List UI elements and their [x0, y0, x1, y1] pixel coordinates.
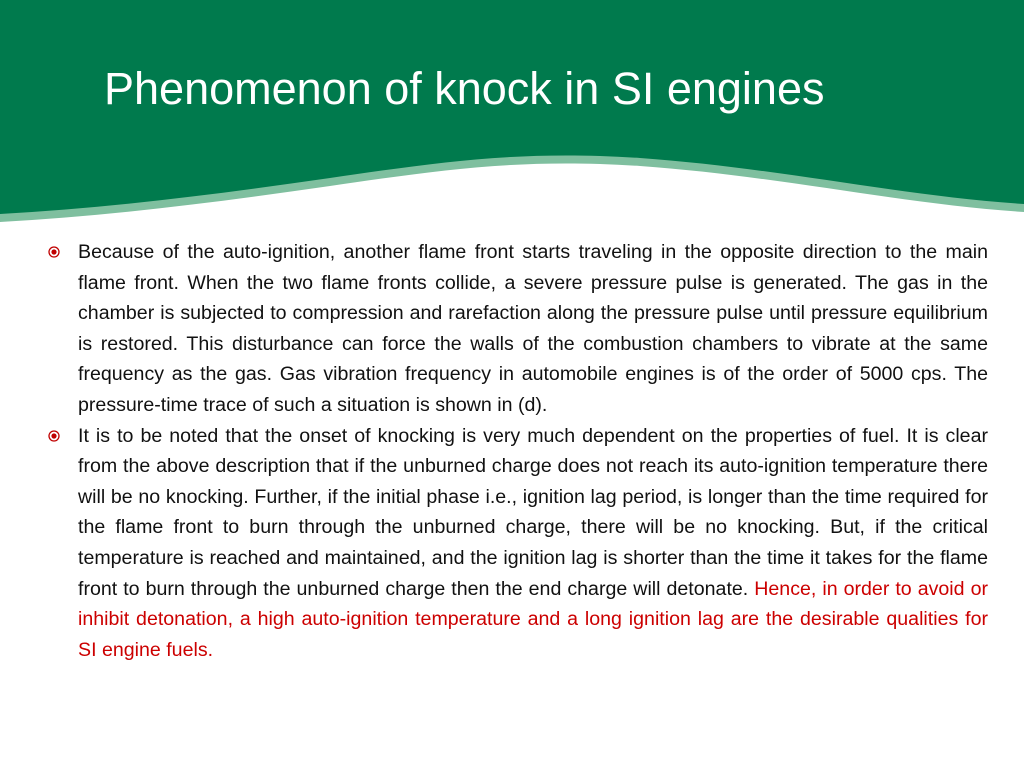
- bullet-highlight-text: Hence, in order to avoid or inhibit detonation, a high auto-ignition temperature and a long ignition lag are the desirable qualities for SI engine fuels.: [78, 577, 988, 661]
- bullet-list: [44, 237, 988, 665]
- bullet-item-1: [44, 237, 988, 421]
- bullet-text-2: It is to be noted that the onset of knocking is very much dependent on the properties of fuel. It is clear from the above description that if the unburned charge does not reach its auto-ignition temperature there will be no knocking. Further, if the initial phase i.e., ignition lag period, is longer than the time required for the flame front to burn through the unburned charge, there will be no knocking. But, if the critical temperature is reached and maintained, and the ignition lag is shorter than the time it takes for the flame front to burn through the unburned charge then the end charge will detonate.: [78, 424, 988, 600]
- bullet-item-2: [44, 421, 988, 666]
- slide-body: [44, 237, 988, 665]
- bullet-text-1: Because of the auto-ignition, another flame front starts traveling in the opposite direction to the main flame front. When the two flame fronts collide, a severe pressure pulse is generated. The gas in the chamber is subjected to compression and rarefaction along the pressure pulse until pressure equilibrium is restored. This disturbance can force the walls of the combustion chambers to vibrate at the same frequency as the gas. Gas vibration frequency in automobile engines is of the order of 5000 cps. The pressure-time trace of such a situation is shown in (d).: [78, 241, 988, 416]
- radio-bullet-icon: [48, 430, 60, 442]
- radio-bullet-icon: [48, 246, 60, 258]
- slide-title: Phenomenon of knock in SI engines: [104, 63, 825, 114]
